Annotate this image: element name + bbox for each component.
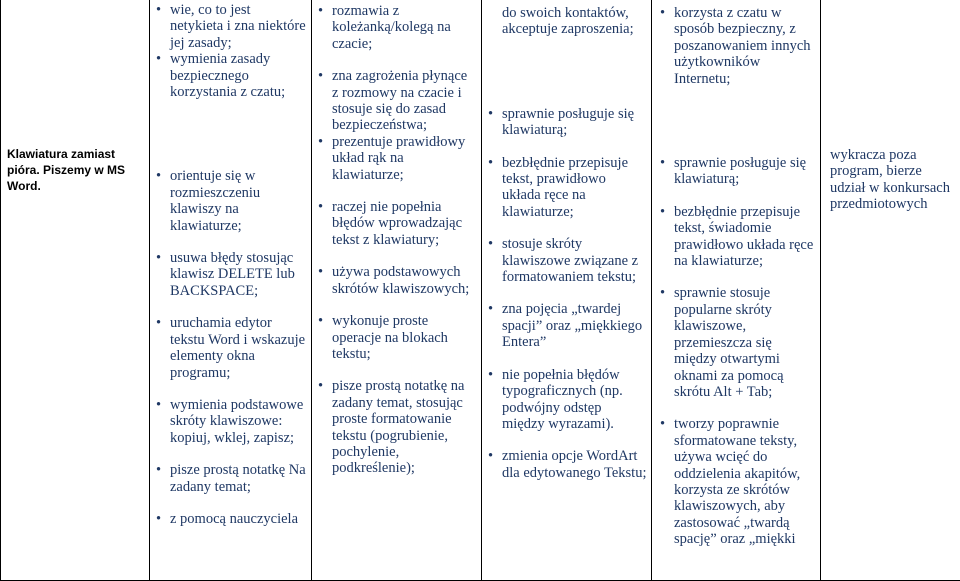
spacer — [487, 285, 647, 301]
list-item: • korzysta z czatu w sposób bezpieczny, z poszanowaniem innych użytkowników Internetu; — [659, 5, 816, 87]
spacer — [155, 234, 307, 250]
spacer — [317, 52, 477, 68]
list-item: • bezbłędnie przepisuje tekst, świadomie prawidłowo układa ręce na klawiaturze; — [659, 204, 816, 270]
lesson-title: Klawiatura zamiast pióra. Piszemy w MS Word. — [1, 0, 149, 194]
list-item: • tworzy poprawnie sformatowane teksty, używa wcięć do oddzielenia akapitów, korzysta ze skrótów klawiszowych, aby zastosować „twardą spację” oraz „miękki — [659, 416, 816, 547]
list-item: • prezentuje prawidłowy układ rąk na klawiaturze; — [317, 134, 477, 183]
spacer — [155, 381, 307, 397]
list-item: • uruchamia edytor tekstu Word i wskazuje elementy okna programu; — [155, 315, 307, 381]
list-item: • zna zagrożenia płynące z rozmowy na czacie i stosuje się do zasad bezpieczeństwa; — [317, 68, 477, 134]
list-item: • z pomocą nauczyciela — [155, 511, 307, 527]
list-item: • sprawnie posługuje się klawiaturą; — [487, 106, 647, 139]
requirements-list — [312, 0, 481, 477]
list-item: • raczej nie popełnia błędów wprowadzając tekst z klawiatury; — [317, 199, 477, 248]
spacer — [155, 495, 307, 511]
list-item-continuation: do swoich kontaktów, akceptuje zaproszenia; — [487, 5, 647, 38]
requirements-list — [652, 0, 820, 548]
grade-cell — [821, 0, 960, 581]
list-item: • używa podstawowych skrótów klawiszowych; — [317, 264, 477, 297]
spacer — [487, 220, 647, 236]
list-item: • bezbłędnie przepisuje tekst, prawidłowo układa ręce na klawiaturze; — [487, 155, 647, 221]
grade-cell — [482, 0, 652, 581]
list-item: • stosuje skróty klawiszowe związane z formatowaniem tekstu; — [487, 236, 647, 285]
list-item: • wykonuje proste operacje na blokach tekstu; — [317, 313, 477, 362]
spacer — [487, 38, 647, 106]
spacer — [317, 183, 477, 199]
list-item: • sprawnie stosuje popularne skróty klawiszowe, przemieszcza się między otwartymi oknami za pomocą skrótu Alt + Tab; — [659, 285, 816, 400]
list-item: • orientuje się w rozmieszczeniu klawiszy na klawiaturze; — [155, 168, 307, 234]
list-item: • usuwa błędy stosując klawisz DELETE lub BACKSPACE; — [155, 250, 307, 299]
spacer — [317, 362, 477, 378]
list-item: • zna pojęcia „twardej spacji” oraz „miękkiego Entera” — [487, 301, 647, 350]
list-item: • pisze prostą notatkę Na zadany temat; — [155, 462, 307, 495]
grade-cell — [312, 0, 482, 581]
list-item: • nie popełnia błędów typograficznych (np. podwójny odstęp między wyrazami). — [487, 367, 647, 433]
grade-cell — [652, 0, 821, 581]
requirements-list — [482, 0, 651, 481]
spacer — [487, 432, 647, 448]
spacer — [155, 446, 307, 462]
list-item: • wymienia zasady bezpiecznego korzystania z czatu; — [155, 51, 307, 100]
list-item: • zmienia opcje WordArt dla edytowanego Tekstu; — [487, 448, 647, 481]
list-item: • rozmawia z koleżanką/kolegą na czacie; — [317, 3, 477, 52]
spacer — [317, 248, 477, 264]
spacer — [659, 87, 816, 155]
lesson-cell — [1, 0, 150, 581]
spacer — [487, 139, 647, 155]
list-item: • wymienia podstawowe skróty klawiszowe: kopiuj, wklej, zapisz; — [155, 397, 307, 446]
spacer — [487, 351, 647, 367]
spacer — [155, 100, 307, 168]
requirements-list — [150, 0, 311, 527]
grade-cell — [150, 0, 312, 581]
spacer — [659, 269, 816, 285]
list-item: • pisze prostą notatkę na zadany temat, stosując proste formatowanie tekstu (pogrubienie, pochylenie, podkreślenie); — [317, 378, 477, 476]
spacer — [155, 299, 307, 315]
requirements-list — [821, 0, 960, 213]
list-item: • sprawnie posługuje się klawiaturą; — [659, 155, 816, 188]
list-item: • wie, co to jest netykieta i zna niektóre jej zasady; — [155, 2, 307, 51]
list-item-continuation: wykracza poza program, bierze udział w konkursach przedmiotowych — [822, 147, 956, 213]
spacer — [659, 400, 816, 416]
spacer — [317, 297, 477, 313]
spacer — [659, 188, 816, 204]
table-row — [1, 0, 960, 581]
